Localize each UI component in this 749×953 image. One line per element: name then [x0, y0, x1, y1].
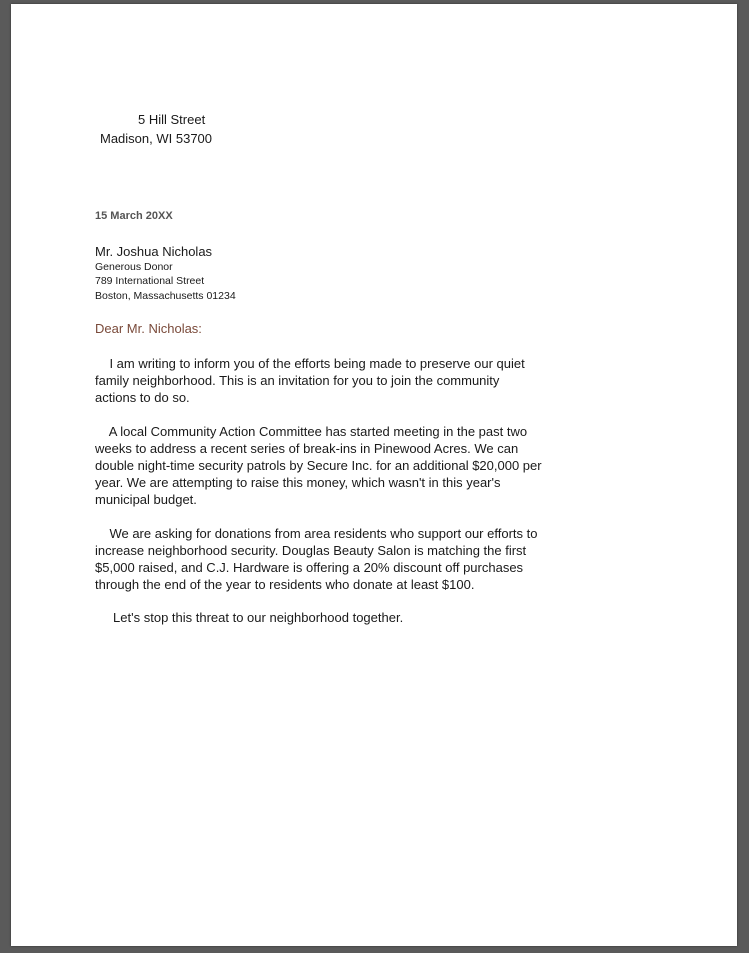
body-paragraph-2 [95, 423, 585, 508]
recipient-name: Mr. Joshua Nicholas [95, 244, 213, 259]
paragraph-line: through the end of the year to residents who donate at least $100. [95, 577, 475, 592]
paragraph-line: year. We are attempting to raise this money, which wasn't in this year's [95, 475, 501, 490]
body-paragraph-4 [95, 609, 585, 626]
paragraph-line: I am writing to inform you of the efforts being made to preserve our quiet [95, 356, 525, 371]
body-paragraph-1 [95, 355, 585, 406]
paragraph-line: We are asking for donations from area residents who support our efforts to [95, 526, 538, 541]
paragraph-line: family neighborhood. This is an invitation for you to join the community [95, 373, 500, 388]
sender-street: 5 Hill Street [138, 112, 206, 127]
letter-page [11, 4, 737, 946]
salutation: Dear Mr. Nicholas: [95, 321, 202, 336]
paragraph-line: double night-time security patrols by Secure Inc. for an additional $20,000 per [95, 458, 542, 473]
recipient-city: Boston, Massachusetts 01234 [95, 290, 236, 302]
paragraph-line: municipal budget. [95, 492, 197, 507]
paragraph-line: Let's stop this threat to our neighborhood together. [95, 610, 404, 625]
paragraph-line: actions to do so. [95, 390, 190, 405]
recipient-title: Generous Donor [95, 261, 173, 273]
paragraph-line: increase neighborhood security. Douglas Beauty Salon is matching the first [95, 543, 527, 558]
paragraph-line: $5,000 raised, and C.J. Hardware is offering a 20% discount off purchases [95, 560, 524, 575]
body-paragraph-3 [95, 525, 585, 593]
paragraph-line: A local Community Action Committee has started meeting in the past two [95, 424, 528, 439]
sender-city: Madison, WI 53700 [100, 131, 213, 146]
recipient-street: 789 International Street [95, 275, 205, 287]
letter-date: 15 March 20XX [95, 210, 173, 222]
paragraph-line: weeks to address a recent series of break-ins in Pinewood Acres. We can [95, 441, 519, 456]
